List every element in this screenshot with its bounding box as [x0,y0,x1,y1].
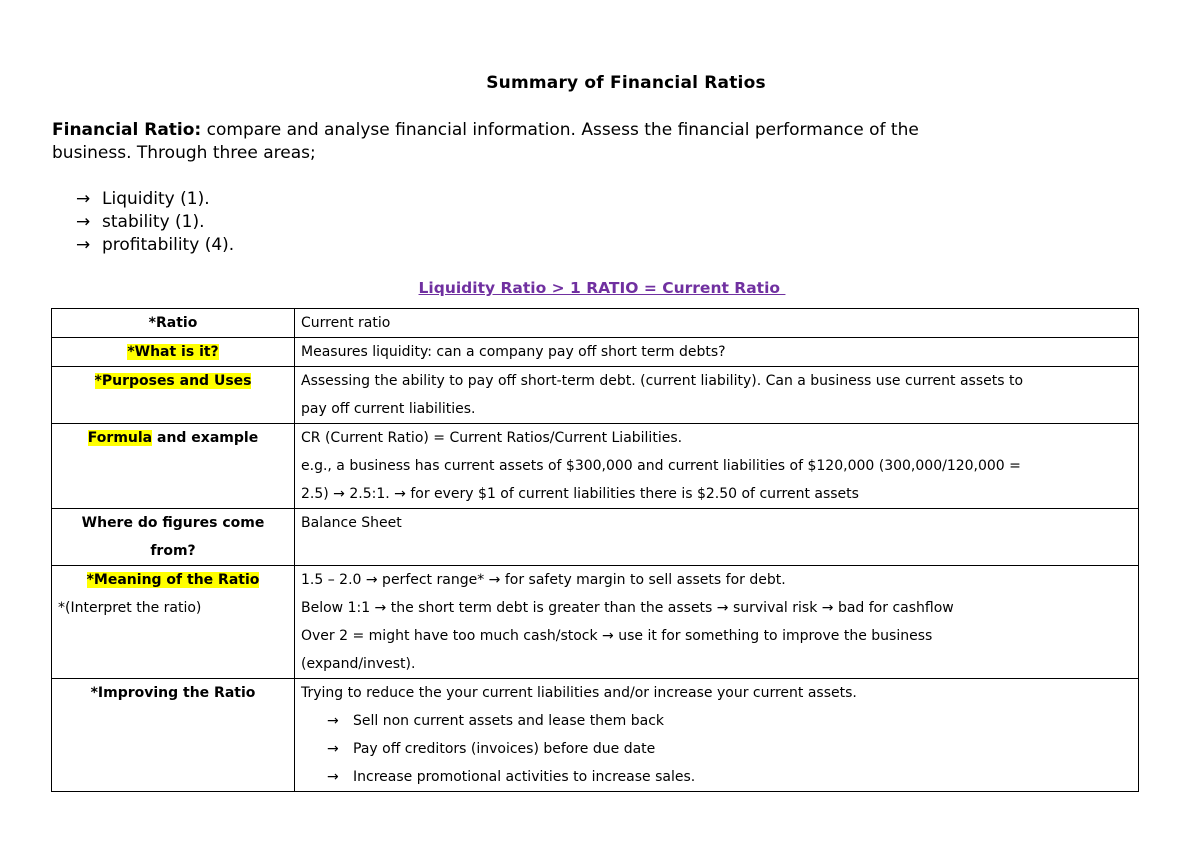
arrow-right-icon: → [76,235,91,255]
arrow-right-icon: → [76,189,91,209]
row-label-what-is-it: *What is it? [127,344,219,360]
row-label-meaning-cell [52,566,295,679]
row-label-improving: *Improving the Ratio [52,679,295,792]
meaning-line-2: Below 1:1 → the short term debt is greater than the assets → survival risk → bad for cashflow [301,600,954,616]
area-label-profitability: profitability (4). [102,235,235,255]
table-row [52,679,1139,792]
row-label-ratio: *Ratio [52,309,295,338]
formula-line-3: 2.5) → 2.5:1. → for every $1 of current liabilities there is $2.50 of current assets [301,486,859,502]
row-value-meaning [295,566,1139,679]
arrow-right-icon: → [327,713,339,729]
section-heading: Liquidity Ratio > 1 RATIO = Current Ratio [418,279,786,297]
purposes-line-1: Assessing the ability to pay off short-term debt. (current liability). Can a business use current assets to [301,373,1024,389]
row-label-figures-source [52,509,295,566]
meaning-line-3: Over 2 = might have too much cash/stock → use it for something to improve the business [301,628,933,644]
figures-source-label-line-2: from? [150,543,196,559]
arrow-right-icon: → [327,741,339,757]
formula-line-1: CR (Current Ratio) = Current Ratios/Current Liabilities. [301,430,683,446]
table-row [52,566,1139,679]
improving-intro: Trying to reduce the your current liabilities and/or increase your current assets. [301,685,857,701]
formula-line-2: e.g., a business has current assets of $300,000 and current liabilities of $120,000 (300,000/120,000 = [301,458,1021,474]
intro-text-line2: business. Through three areas; [52,143,316,163]
table-row [52,509,1139,566]
row-label-formula-cell [52,424,295,509]
area-label-stability: stability (1). [102,212,205,232]
row-label-purposes: *Purposes and Uses [94,373,252,389]
list-item [76,211,234,234]
table-row [52,309,1139,338]
arrow-right-icon: → [327,769,339,785]
row-value-formula [295,424,1139,509]
improving-step-text: Increase promotional activities to increase sales. [353,769,696,785]
ratio-table [51,308,1139,792]
row-label-formula-rest: and example [152,430,259,446]
row-value-improving [295,679,1139,792]
list-item [76,188,234,211]
intro-term: Financial Ratio: [52,120,202,140]
table-row [52,338,1139,367]
row-label-meaning: *Meaning of the Ratio [86,572,260,588]
list-item [76,234,234,257]
purposes-line-2: pay off current liabilities. [301,401,476,417]
row-sublabel-meaning: *(Interpret the ratio) [58,600,202,616]
list-item [327,707,1132,735]
table-row [52,367,1139,424]
list-item [327,735,1132,763]
meaning-line-4: (expand/invest). [301,656,416,672]
row-value-what-is-it: Measures liquidity: can a company pay off short term debts? [295,338,1139,367]
figures-source-label-line-1: Where do figures come [81,515,265,531]
intro-paragraph [52,119,1152,165]
row-label-formula-highlight: Formula [87,430,153,446]
list-item [327,763,1132,791]
row-value-figures-source: Balance Sheet [295,509,1139,566]
areas-list [76,188,234,257]
row-label-what-is-it-cell [52,338,295,367]
arrow-right-icon: → [76,212,91,232]
improving-step-text: Sell non current assets and lease them back [353,713,665,729]
table-row [52,424,1139,509]
row-value-purposes [295,367,1139,424]
row-label-purposes-cell [52,367,295,424]
improving-step-text: Pay off creditors (invoices) before due date [353,741,656,757]
improving-steps-list [301,707,1132,791]
intro-text-line1: compare and analyse financial information. Assess the financial performance of the [201,120,919,140]
page-title: Summary of Financial Ratios [486,73,766,93]
meaning-line-1: 1.5 – 2.0 → perfect range* → for safety margin to sell assets for debt. [301,572,786,588]
row-value-ratio: Current ratio [295,309,1139,338]
area-label-liquidity: Liquidity (1). [102,189,210,209]
